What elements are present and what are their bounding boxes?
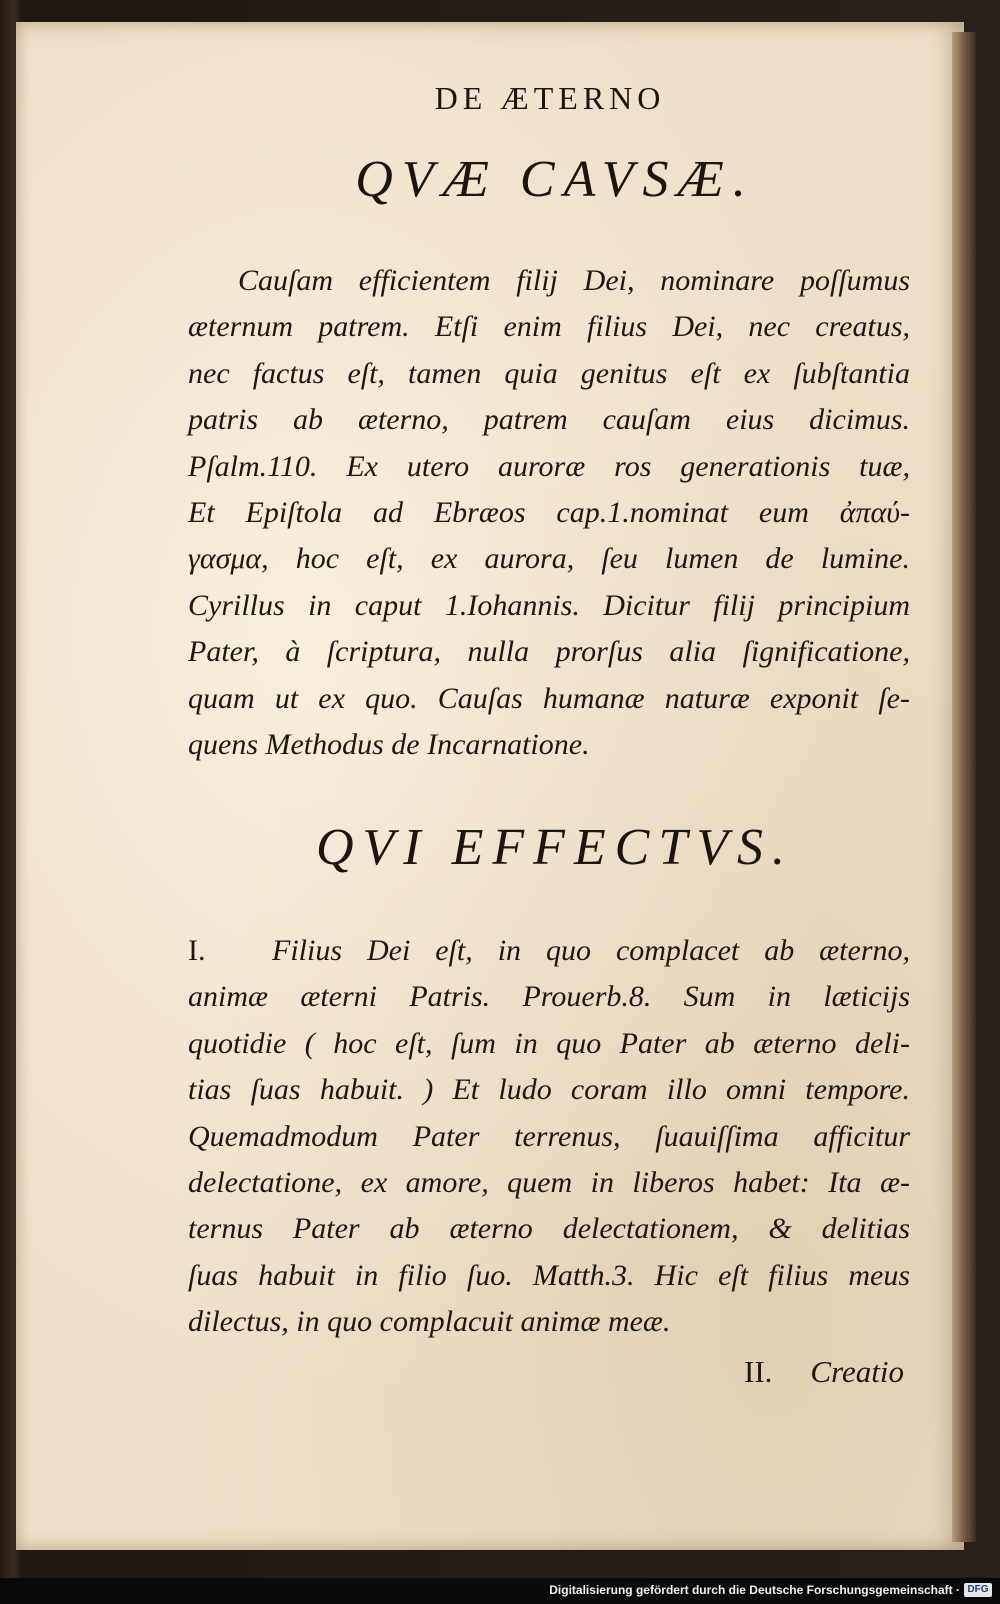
item-numeral: I. xyxy=(188,934,206,967)
text-line: quotidie ( hoc eſt, ſum in quo Pater ab æterno deli- xyxy=(188,1026,910,1060)
digitization-footer xyxy=(0,1578,1000,1604)
text-line: Filius Dei eſt, in quo complacet ab æterno, xyxy=(272,934,910,967)
section-title-causes: QVÆ CAVSÆ. xyxy=(355,151,755,208)
text-line: patris ab æterno, patrem cauſam eius dicimus. xyxy=(188,403,910,437)
text-line: nec factus eſt, tamen quia genitus eſt ex ſubſtantia xyxy=(188,356,910,390)
causes-paragraph xyxy=(188,258,910,768)
text-line: tias ſuas habuit. ) Et ludo coram illo omni tempore. xyxy=(188,1073,910,1107)
text-line: animæ æterni Patris. Prouerb.8. Sum in læticijs xyxy=(188,980,910,1014)
text-line: delectatione, ex amore, quem in liberos habet: Ita æ- xyxy=(188,1166,910,1200)
effects-paragraph xyxy=(188,928,910,1346)
text-line: Quemadmodum Pater terrenus, ſuauiſſima afficitur xyxy=(188,1119,910,1153)
catchword xyxy=(744,1354,904,1390)
dfg-logo-icon: DFG xyxy=(964,1583,992,1597)
text-line: quam ut ex quo. Cauſas humanæ naturæ exponit ſe- xyxy=(188,681,910,715)
text-line: ſuas habuit in filio ſuo. Matth.3. Hic eſt filius meus xyxy=(188,1258,910,1292)
page-edge xyxy=(952,32,976,1542)
text-line: Pater, à ſcriptura, nulla prorſus alia ſignificatione, xyxy=(188,635,910,669)
text-line: Cyrillus in caput 1.Iohannis. Dicitur filij principium xyxy=(188,588,910,622)
text-line: Et Epiſtola ad Ebræos cap.1.nominat eum ἀπαύ- xyxy=(188,496,910,530)
text-line: γασμα, hoc eſt, ex aurora, ſeu lumen de lumine. xyxy=(188,542,910,576)
text-line: Pſalm.110. Ex utero auroræ ros generationis tuæ, xyxy=(188,449,910,483)
catchword-numeral: II. xyxy=(744,1354,773,1389)
section-title-effects: QVI EFFECTVS. xyxy=(315,819,795,876)
text-line: ternus Pater ab æterno delectationem, & delitias xyxy=(188,1212,910,1246)
text-line-numbered xyxy=(188,928,910,974)
text-line: Cauſam efficientem filij Dei, nominare poſſumus xyxy=(238,264,910,297)
text-line: æternum patrem. Etſi enim filius Dei, nec creatus, xyxy=(188,310,910,344)
text-line: dilectus, in quo complacuit animæ meæ. xyxy=(188,1305,671,1339)
catchword-word: Creatio xyxy=(810,1354,904,1389)
running-head: DE ÆTERNO xyxy=(434,80,666,116)
footer-credit: Digitalisierung gefördert durch die Deutsche Forschungsgemeinschaft · xyxy=(549,1583,960,1597)
text-line: quens Methodus de Incarnatione. xyxy=(188,728,590,762)
